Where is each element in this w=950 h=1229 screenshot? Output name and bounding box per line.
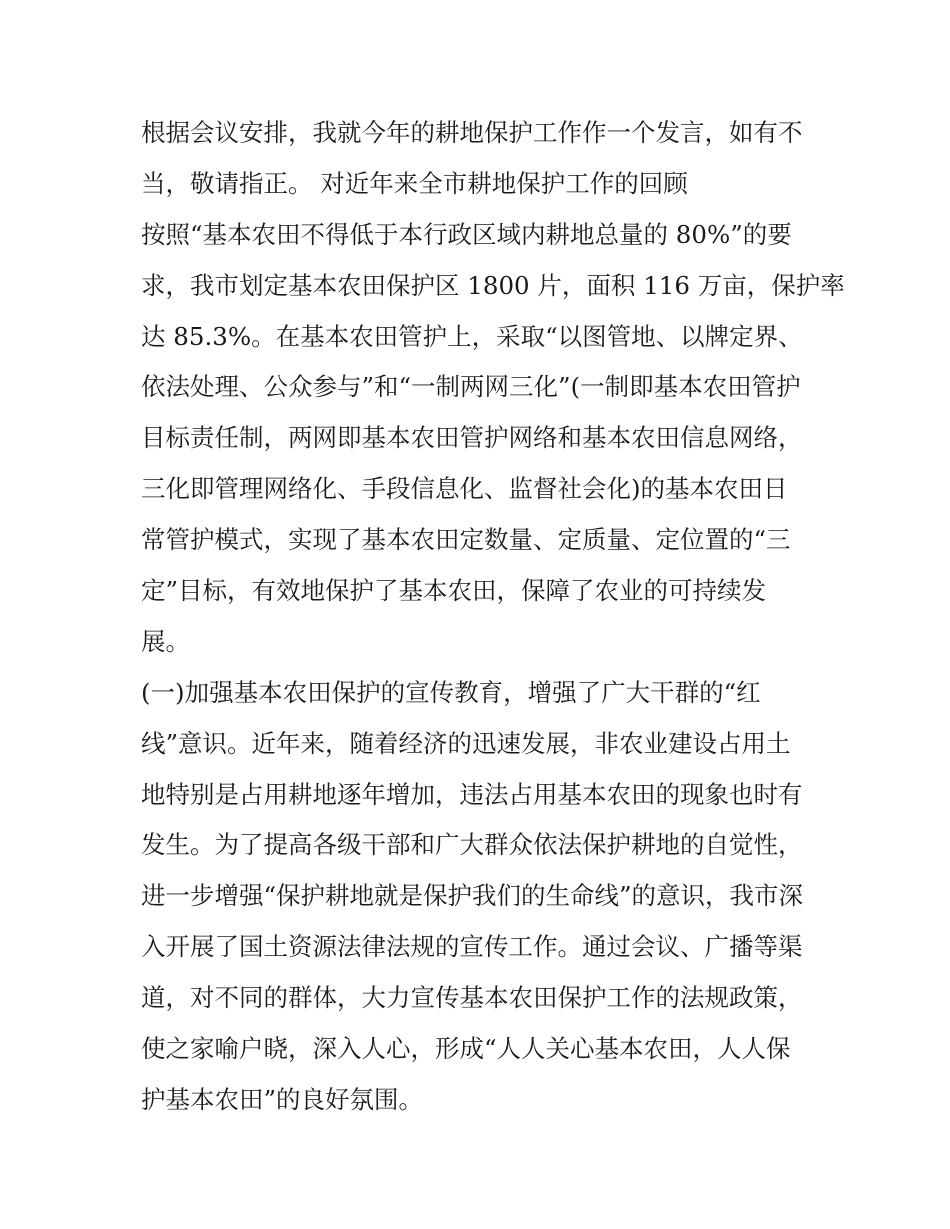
text-line: 依法处理、公众参与”和“一制两网三化”(一制即基本农田管护 (141, 372, 801, 402)
text-line: 当，敬请指正。 对近年来全市耕地保护工作的回顾 (141, 168, 688, 198)
text-line: 进一步增强“保护耕地就是保护我们的生命线”的意识，我市深 (141, 881, 804, 911)
text-line: (一)加强基本农田保护的宣传教育，增强了广大干群的“红 (141, 677, 761, 707)
text-line: 道，对不同的群体，大力宣传基本农田保护工作的法规政策， (141, 983, 803, 1013)
text-line: 按照“基本农田不得低于本行政区域内耕地总量的 80%”的要 (141, 219, 792, 249)
text-line: 常管护模式，实现了基本农田定数量、定质量、定位置的“三 (141, 525, 791, 555)
text-line: 发生。为了提高各级干部和广大群众依法保护耕地的自觉性， (141, 830, 803, 860)
text-line: 定”目标，有效地保护了基本农田，保障了农业的可持续发 (141, 576, 767, 606)
text-line: 展。 (141, 626, 190, 656)
text-line: 入开展了国土资源法律法规的宣传工作。通过会议、广播等渠 (141, 932, 803, 962)
text-line: 求，我市划定基本农田保护区 1800 片，面积 116 万亩，保护率 (141, 270, 845, 300)
document-body (141, 108, 845, 1126)
text-line: 护基本农田”的良好氛围。 (141, 1084, 424, 1114)
text-line: 线”意识。近年来，随着经济的迅速发展，非农业建设占用土 (141, 728, 791, 758)
text-line: 地特别是占用耕地逐年增加，违法占用基本农田的现象也时有 (141, 779, 803, 809)
text-line: 达 85.3%。在基本农田管护上，采取“以图管地、以牌定界、 (141, 321, 803, 351)
text-line: 三化即管理网络化、手段信息化、监督社会化)的基本农田日 (141, 474, 788, 504)
text-line: 使之家喻户晓，深入人心，形成“人人关心基本农田，人人保 (141, 1034, 791, 1064)
text-line: 根据会议安排，我就今年的耕地保护工作作一个发言，如有不 (141, 118, 803, 147)
text-line: 目标责任制，两网即基本农田管护网络和基本农田信息网络， (141, 423, 803, 453)
